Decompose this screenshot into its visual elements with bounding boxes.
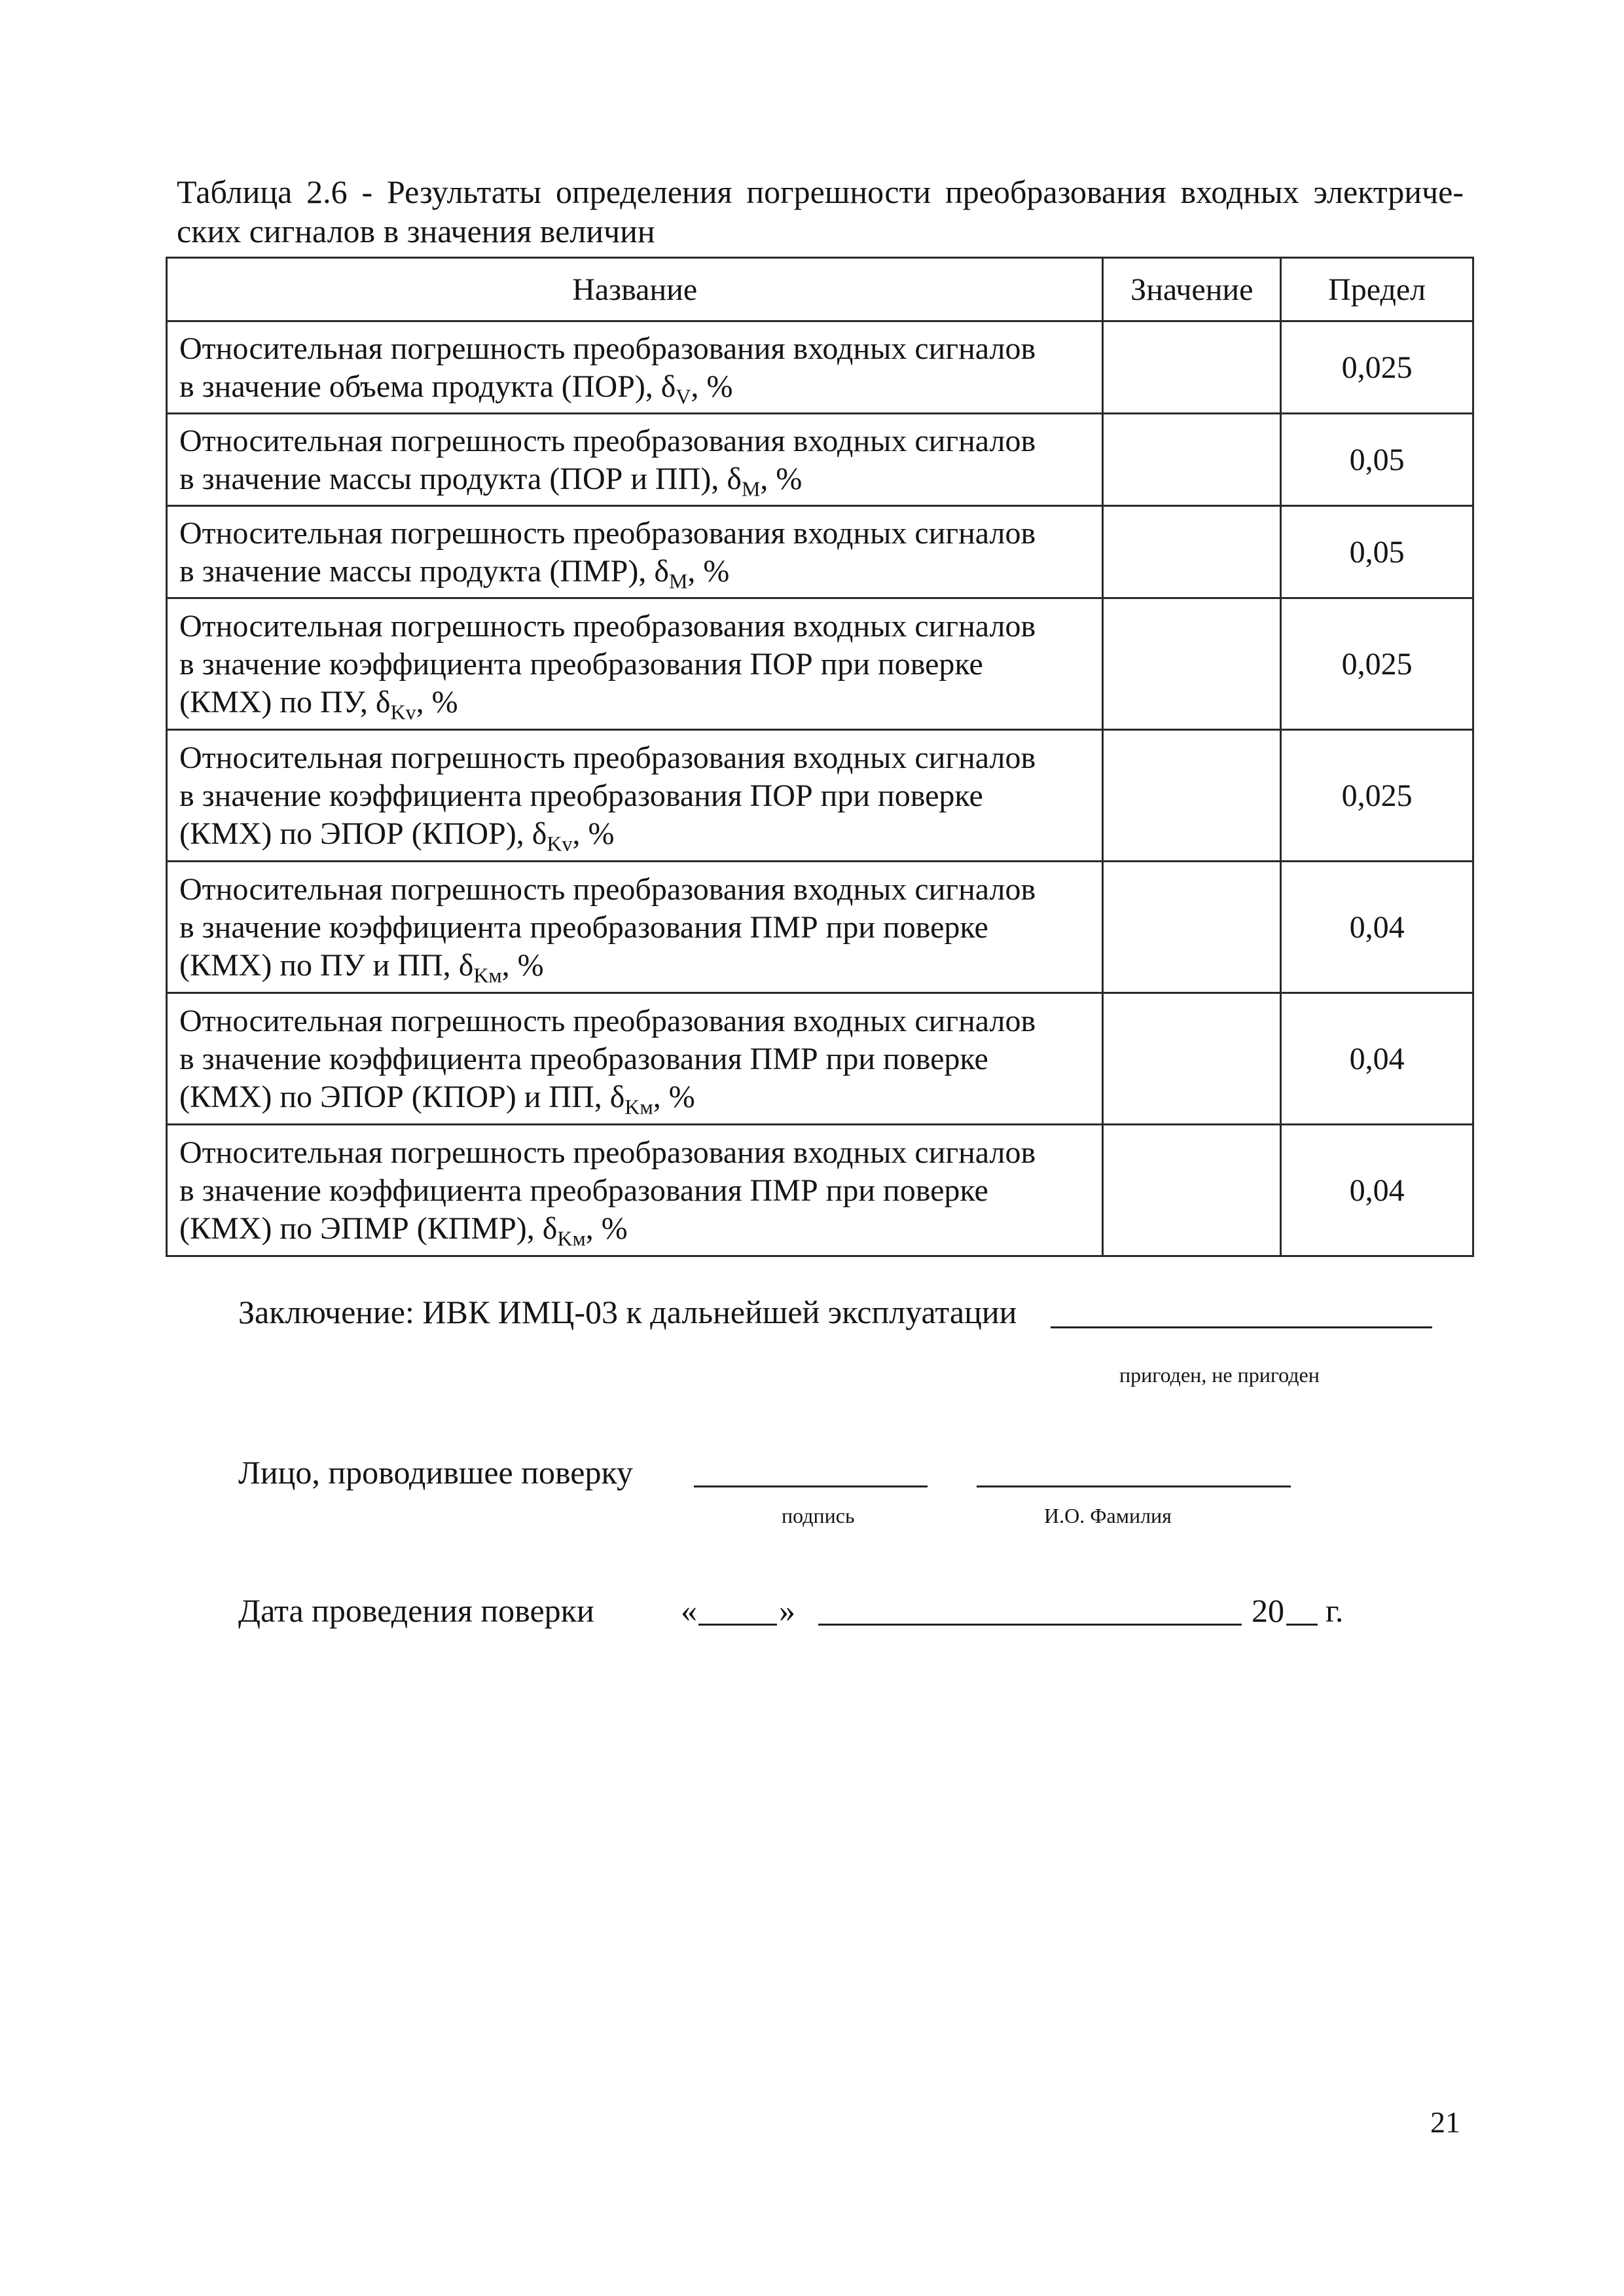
- conclusion-hint: пригоден, не пригоден: [1119, 1363, 1320, 1387]
- unit-suffix: , %: [691, 369, 733, 404]
- row-value-cell[interactable]: [1103, 1125, 1281, 1256]
- delta-symbol: δ: [660, 369, 676, 404]
- delta-symbol: δ: [542, 1211, 558, 1246]
- row-name-line: (КМХ) по ЭПМР (КПМР),: [179, 1211, 543, 1246]
- delta-subscript: Kм: [624, 1095, 653, 1119]
- row-name-line: Относительная погрешность преобразования входных сигналов: [179, 331, 1036, 366]
- row-name-line: в значение коэффициента преобразования ПМР при поверке: [179, 1042, 988, 1076]
- row-value-cell[interactable]: [1103, 414, 1281, 506]
- table-row: [167, 1125, 1473, 1256]
- row-limit-cell: 0,04: [1281, 993, 1473, 1125]
- row-value-cell[interactable]: [1103, 730, 1281, 862]
- full-name-hint: И.О. Фамилия: [1044, 1504, 1172, 1527]
- date-label: Дата проведения поверки: [238, 1592, 594, 1629]
- column-header-limit: Предел: [1281, 258, 1473, 321]
- row-name-cell: [167, 993, 1103, 1125]
- unit-suffix: , %: [653, 1080, 695, 1114]
- row-value-cell[interactable]: [1103, 321, 1281, 414]
- column-header-value: Значение: [1103, 258, 1281, 321]
- row-name-line: в значение коэффициента преобразования ПОР при поверке: [179, 647, 983, 682]
- row-name-line: в значение коэффициента преобразования ПМР при поверке: [179, 910, 988, 945]
- delta-symbol: δ: [654, 554, 669, 589]
- row-name-line: в значение объема продукта (ПОР),: [179, 369, 661, 404]
- table-header-row: [167, 258, 1473, 321]
- delta-symbol: δ: [609, 1080, 625, 1114]
- year-blank[interactable]: [1286, 1624, 1318, 1626]
- row-limit-cell: 0,04: [1281, 862, 1473, 993]
- row-name-line: в значение массы продукта (ПОР и ПП),: [179, 462, 727, 496]
- row-name-line: Относительная погрешность преобразования входных сигналов: [179, 740, 1036, 775]
- table-caption-line-2: ских сигналов в значения величин: [177, 213, 655, 249]
- table-caption: [177, 172, 1464, 251]
- delta-subscript: Kv: [547, 831, 573, 856]
- row-name-line: в значение коэффициента преобразования ПМР при поверке: [179, 1173, 988, 1208]
- row-name-line: (КМХ) по ЭПОР (КПОР) и ПП,: [179, 1080, 610, 1114]
- table-row: [167, 321, 1473, 414]
- table-row: [167, 862, 1473, 993]
- unit-suffix: , %: [416, 685, 458, 720]
- row-name-line: (КМХ) по ЭПОР (КПОР),: [179, 816, 532, 851]
- unit-suffix: , %: [687, 554, 730, 589]
- row-name-line: в значение массы продукта (ПМР),: [179, 554, 655, 589]
- row-limit-cell: 0,025: [1281, 598, 1473, 730]
- unit-suffix: , %: [572, 816, 615, 851]
- row-value-cell[interactable]: [1103, 862, 1281, 993]
- delta-subscript: Kм: [557, 1226, 586, 1250]
- column-header-name: Название: [167, 258, 1103, 321]
- delta-subscript: M: [668, 569, 688, 593]
- delta-subscript: Kv: [390, 700, 416, 724]
- row-name-cell: [167, 730, 1103, 862]
- table-caption-line-1: Таблица 2.6 - Результаты определения погрешности преобразования входных электриче-: [177, 173, 1464, 210]
- delta-symbol: δ: [727, 462, 742, 496]
- row-name-cell: [167, 506, 1103, 598]
- row-name-cell: [167, 414, 1103, 506]
- full-name-blank[interactable]: [977, 1485, 1291, 1487]
- table-row: [167, 414, 1473, 506]
- row-name-line: в значение коэффициента преобразования ПОР при поверке: [179, 778, 983, 813]
- row-name-line: Относительная погрешность преобразования входных сигналов: [179, 1135, 1036, 1170]
- delta-subscript: M: [741, 477, 761, 501]
- unit-suffix: , %: [760, 462, 803, 496]
- row-name-line: Относительная погрешность преобразования входных сигналов: [179, 609, 1036, 644]
- year-prefix: 20: [1252, 1592, 1284, 1629]
- results-table: [166, 257, 1474, 1257]
- unit-suffix: , %: [501, 948, 544, 983]
- delta-subscript: V: [676, 384, 691, 409]
- day-open-quote: «: [681, 1592, 697, 1629]
- row-name-cell: [167, 1125, 1103, 1256]
- inspector-label: Лицо, проводившее поверку: [238, 1454, 634, 1491]
- signature-blank[interactable]: [694, 1485, 928, 1487]
- row-name-line: Относительная погрешность преобразования входных сигналов: [179, 424, 1036, 458]
- row-limit-cell: 0,025: [1281, 321, 1473, 414]
- row-limit-cell: 0,05: [1281, 414, 1473, 506]
- row-limit-cell: 0,04: [1281, 1125, 1473, 1256]
- table-row: [167, 993, 1473, 1125]
- row-name-cell: [167, 598, 1103, 730]
- table-row: [167, 730, 1473, 862]
- signature-hint: подпись: [782, 1504, 855, 1527]
- delta-subscript: Kм: [473, 963, 502, 987]
- row-limit-cell: 0,05: [1281, 506, 1473, 598]
- day-close-quote: »: [779, 1592, 795, 1629]
- row-name-cell: [167, 321, 1103, 414]
- row-value-cell[interactable]: [1103, 598, 1281, 730]
- row-name-line: (КМХ) по ПУ и ПП,: [179, 948, 459, 983]
- row-name-line: (КМХ) по ПУ,: [179, 685, 376, 720]
- row-name-line: Относительная погрешность преобразования входных сигналов: [179, 1004, 1036, 1038]
- year-suffix: г.: [1326, 1592, 1344, 1629]
- unit-suffix: , %: [585, 1211, 628, 1246]
- row-name-line: Относительная погрешность преобразования входных сигналов: [179, 516, 1036, 551]
- row-value-cell[interactable]: [1103, 506, 1281, 598]
- delta-symbol: δ: [375, 685, 391, 720]
- conclusion-label: Заключение: ИВК ИМЦ-03 к дальнейшей эксплуатации: [238, 1294, 1017, 1330]
- row-name-line: Относительная погрешность преобразования входных сигналов: [179, 872, 1036, 907]
- month-blank[interactable]: [818, 1624, 1242, 1626]
- conclusion-blank[interactable]: [1051, 1326, 1432, 1328]
- delta-symbol: δ: [458, 948, 474, 983]
- row-limit-cell: 0,025: [1281, 730, 1473, 862]
- day-blank[interactable]: [698, 1624, 777, 1626]
- table-row: [167, 506, 1473, 598]
- table-row: [167, 598, 1473, 730]
- delta-symbol: δ: [532, 816, 547, 851]
- row-value-cell[interactable]: [1103, 993, 1281, 1125]
- row-name-cell: [167, 862, 1103, 993]
- page-number: 21: [1430, 2105, 1460, 2139]
